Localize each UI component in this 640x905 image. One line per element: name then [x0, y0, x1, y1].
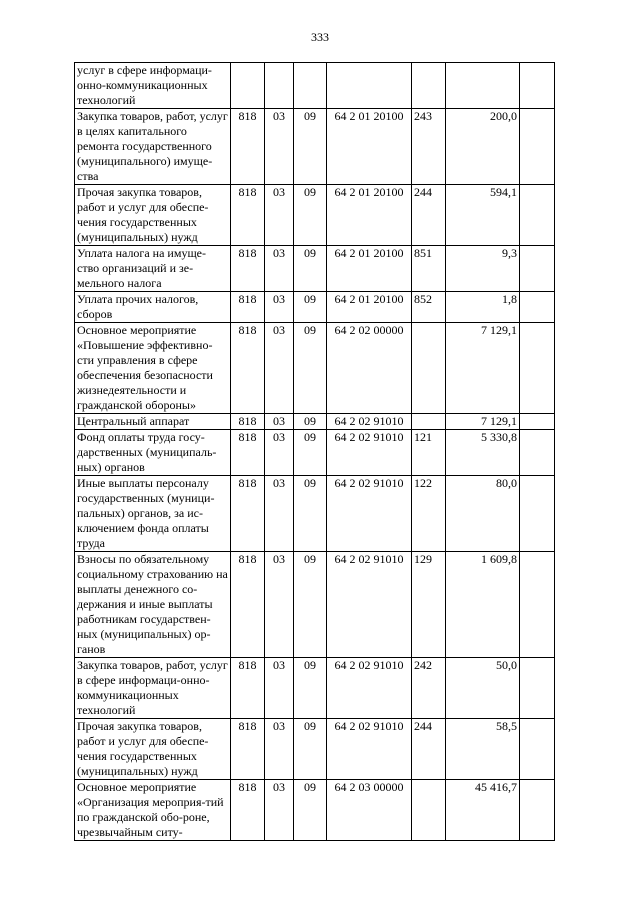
cell-sum — [446, 63, 520, 109]
cell-sum: 7 129,1 — [446, 414, 520, 430]
cell-code-cs: 64 2 02 91010 — [327, 658, 412, 719]
cell-name: Фонд оплаты труда госу-дарственных (муниципаль-ных) органов — [75, 430, 231, 476]
cell-sum: 200,0 — [446, 109, 520, 185]
cell-code-vr: 244 — [412, 719, 446, 780]
table-row — [75, 246, 555, 292]
cell-code-rz: 03 — [265, 109, 294, 185]
cell-code-pr: 09 — [294, 185, 327, 246]
cell-code-rz: 03 — [265, 292, 294, 323]
cell-name: Основное мероприятие «Повышение эффективно-сти управления в сфере обеспечения безопасности жизнедеятельности и гражданской обороны» — [75, 323, 231, 414]
cell-sum: 45 416,7 — [446, 780, 520, 841]
cell-code-pr: 09 — [294, 476, 327, 552]
page-number: 333 — [311, 30, 329, 44]
cell-code-rz: 03 — [265, 414, 294, 430]
cell-code-cs: 64 2 02 91010 — [327, 414, 412, 430]
cell-code-vr: 242 — [412, 658, 446, 719]
cell-code-rz: 03 — [265, 658, 294, 719]
cell-name: Иные выплаты персоналу государственных (муници-пальных) органов, за ис-ключением фонда оплаты труда — [75, 476, 231, 552]
cell-code-gr: 818 — [231, 414, 265, 430]
cell-code-gr: 818 — [231, 476, 265, 552]
table-row — [75, 292, 555, 323]
cell-sum: 9,3 — [446, 246, 520, 292]
cell-code-gr: 818 — [231, 658, 265, 719]
table-row — [75, 430, 555, 476]
table-row — [75, 552, 555, 658]
cell-name: услуг в сфере информаци-онно-коммуникационных технологий — [75, 63, 231, 109]
cell-code-gr — [231, 63, 265, 109]
cell-code-vr — [412, 414, 446, 430]
cell-code-vr — [412, 323, 446, 414]
cell-code-pr: 09 — [294, 109, 327, 185]
cell-code-pr: 09 — [294, 414, 327, 430]
cell-code-pr — [294, 63, 327, 109]
table-row — [75, 109, 555, 185]
cell-empty — [520, 780, 555, 841]
cell-code-rz: 03 — [265, 719, 294, 780]
cell-empty — [520, 109, 555, 185]
cell-name: Взносы по обязательному социальному страхованию на выплаты денежного со-держания и иные выплаты работникам государствен-ных (муниципальных) ор-ганов — [75, 552, 231, 658]
cell-code-rz: 03 — [265, 323, 294, 414]
cell-code-gr: 818 — [231, 719, 265, 780]
cell-code-cs: 64 2 02 91010 — [327, 476, 412, 552]
cell-code-cs: 64 2 01 20100 — [327, 109, 412, 185]
cell-code-rz: 03 — [265, 552, 294, 658]
budget-table — [74, 62, 555, 841]
cell-code-pr: 09 — [294, 430, 327, 476]
cell-code-pr: 09 — [294, 658, 327, 719]
cell-code-vr: 129 — [412, 552, 446, 658]
cell-sum: 594,1 — [446, 185, 520, 246]
cell-name: Центральный аппарат — [75, 414, 231, 430]
cell-name: Прочая закупка товаров, работ и услуг для обеспе-чения государственных (муниципальных) нужд — [75, 185, 231, 246]
cell-name: Закупка товаров, работ, услуг в сфере информаци-онно-коммуникационных технологий — [75, 658, 231, 719]
cell-empty — [520, 63, 555, 109]
cell-code-cs: 64 2 02 00000 — [327, 323, 412, 414]
cell-code-gr: 818 — [231, 185, 265, 246]
cell-code-rz: 03 — [265, 430, 294, 476]
cell-code-pr: 09 — [294, 323, 327, 414]
cell-empty — [520, 476, 555, 552]
cell-code-pr: 09 — [294, 719, 327, 780]
cell-code-pr: 09 — [294, 292, 327, 323]
cell-code-pr: 09 — [294, 246, 327, 292]
cell-empty — [520, 658, 555, 719]
cell-code-vr: 851 — [412, 246, 446, 292]
cell-empty — [520, 430, 555, 476]
cell-empty — [520, 246, 555, 292]
table-row — [75, 323, 555, 414]
cell-code-rz: 03 — [265, 476, 294, 552]
cell-code-rz: 03 — [265, 246, 294, 292]
cell-code-gr: 818 — [231, 780, 265, 841]
cell-sum: 50,0 — [446, 658, 520, 719]
cell-code-gr: 818 — [231, 323, 265, 414]
cell-code-gr: 818 — [231, 430, 265, 476]
cell-empty — [520, 719, 555, 780]
cell-code-vr: 243 — [412, 109, 446, 185]
cell-code-rz: 03 — [265, 185, 294, 246]
table-row — [75, 63, 555, 109]
cell-code-cs: 64 2 02 91010 — [327, 719, 412, 780]
table-row — [75, 719, 555, 780]
table-row — [75, 185, 555, 246]
cell-code-cs: 64 2 01 20100 — [327, 246, 412, 292]
cell-name: Основное мероприятие «Организация мероприя-тий по гражданской обо-роне, чрезвычайным ситу- — [75, 780, 231, 841]
cell-code-cs — [327, 63, 412, 109]
cell-code-cs: 64 2 01 20100 — [327, 185, 412, 246]
cell-code-gr: 818 — [231, 246, 265, 292]
cell-sum: 5 330,8 — [446, 430, 520, 476]
cell-sum: 1 609,8 — [446, 552, 520, 658]
cell-code-cs: 64 2 01 20100 — [327, 292, 412, 323]
cell-name: Прочая закупка товаров, работ и услуг для обеспе-чения государственных (муниципальных) нужд — [75, 719, 231, 780]
cell-empty — [520, 552, 555, 658]
cell-code-cs: 64 2 02 91010 — [327, 552, 412, 658]
cell-name: Закупка товаров, работ, услуг в целях капитального ремонта государственного (муниципального) имуще-ства — [75, 109, 231, 185]
cell-code-vr: 121 — [412, 430, 446, 476]
cell-code-cs: 64 2 03 00000 — [327, 780, 412, 841]
table-row — [75, 476, 555, 552]
cell-sum: 58,5 — [446, 719, 520, 780]
cell-code-vr — [412, 63, 446, 109]
cell-sum: 80,0 — [446, 476, 520, 552]
cell-empty — [520, 414, 555, 430]
cell-code-pr: 09 — [294, 780, 327, 841]
table-row — [75, 658, 555, 719]
cell-name: Уплата налога на имуще-ство организаций и зе-мельного налога — [75, 246, 231, 292]
cell-empty — [520, 323, 555, 414]
cell-code-gr: 818 — [231, 109, 265, 185]
cell-code-gr: 818 — [231, 292, 265, 323]
cell-code-vr: 852 — [412, 292, 446, 323]
table-body — [75, 63, 555, 841]
cell-empty — [520, 292, 555, 323]
cell-sum: 7 129,1 — [446, 323, 520, 414]
cell-code-rz — [265, 63, 294, 109]
cell-code-vr: 122 — [412, 476, 446, 552]
cell-sum: 1,8 — [446, 292, 520, 323]
cell-code-rz: 03 — [265, 780, 294, 841]
cell-code-vr — [412, 780, 446, 841]
cell-code-cs: 64 2 02 91010 — [327, 430, 412, 476]
table-row — [75, 780, 555, 841]
cell-code-pr: 09 — [294, 552, 327, 658]
cell-code-vr: 244 — [412, 185, 446, 246]
cell-empty — [520, 185, 555, 246]
table-row — [75, 414, 555, 430]
cell-name: Уплата прочих налогов, сборов — [75, 292, 231, 323]
cell-code-gr: 818 — [231, 552, 265, 658]
